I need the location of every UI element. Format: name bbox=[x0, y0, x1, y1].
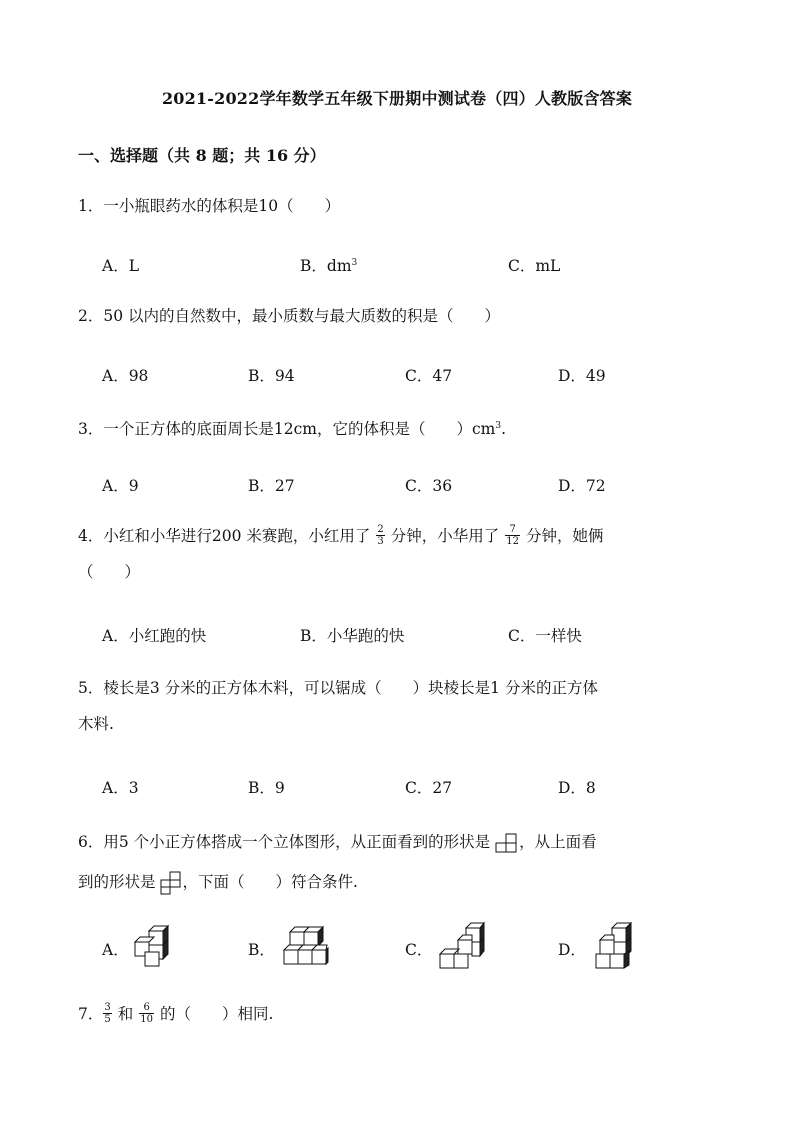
front-view-icon bbox=[495, 833, 519, 853]
question-1 bbox=[78, 188, 718, 224]
fraction-6-10: $\frac{6}{10}$ bbox=[140, 1001, 153, 1025]
q5-option-a: A．3 bbox=[102, 779, 139, 797]
question-3-end: . bbox=[501, 420, 507, 439]
fraction-7-12: $\frac{7}{12}$ bbox=[506, 523, 519, 547]
question-3-text: 3．一个正方体的底面周长是12cm，它的体积是（ ）cm bbox=[78, 420, 496, 439]
q3-option-b: B．27 bbox=[248, 477, 295, 495]
question-5-line2: 木料. bbox=[78, 715, 114, 733]
question-7-mid: 和 bbox=[117, 1005, 134, 1023]
question-7 bbox=[78, 996, 718, 1032]
question-4 bbox=[78, 518, 718, 590]
cube-figure-b-icon bbox=[282, 924, 330, 968]
q4-option-b: B．小华跑的快 bbox=[300, 627, 405, 645]
q1-option-b-sup: 3 bbox=[351, 257, 358, 268]
question-6-text: 6．用5 个小正方体搭成一个立体图形，从正面看到的形状是 bbox=[78, 833, 491, 851]
question-6-end: ，下面（ ）符合条件. bbox=[182, 873, 358, 891]
cube-figure-a-icon bbox=[133, 924, 177, 968]
question-3-sup: 3 bbox=[495, 421, 502, 431]
cube-figure-d-icon bbox=[594, 922, 634, 970]
q3-option-c: C．36 bbox=[405, 477, 453, 495]
q1-option-c: C．mL bbox=[508, 257, 561, 275]
question-5 bbox=[78, 670, 718, 742]
question-4-end: 分钟，她俩 bbox=[526, 527, 604, 545]
q3-option-a: A．9 bbox=[102, 477, 139, 495]
question-7-num: 7． bbox=[78, 1005, 104, 1023]
q2-option-d: D．49 bbox=[558, 367, 606, 385]
q3-option-d: D．72 bbox=[558, 477, 606, 495]
q6-option-a: A． bbox=[102, 941, 129, 959]
question-2-text: 2．50 以内的自然数中，最小质数与最大质数的积是（ ） bbox=[78, 307, 501, 325]
question-7-end: 的（ ）相同. bbox=[160, 1005, 274, 1023]
q6-option-c: C． bbox=[405, 941, 433, 959]
q1-option-a: A．L bbox=[102, 257, 139, 275]
question-4-mid: 分钟，小华用了 bbox=[390, 527, 500, 545]
q1-option-b-text: B．dm bbox=[300, 257, 352, 275]
q6-option-d: D． bbox=[558, 941, 586, 959]
question-1-text: 1．一小瓶眼药水的体积是10（ ） bbox=[78, 197, 341, 215]
q1-option-b bbox=[300, 254, 357, 276]
q5-option-c: C．27 bbox=[405, 779, 453, 797]
question-4-blank: （ ） bbox=[78, 563, 141, 581]
q4-option-a: A．小红跑的快 bbox=[102, 627, 207, 645]
fraction-3-5: $\frac{3}{5}$ bbox=[104, 1001, 111, 1025]
top-view-icon bbox=[160, 871, 182, 895]
q2-option-c: C．47 bbox=[405, 367, 453, 385]
question-2 bbox=[78, 298, 718, 334]
cube-figure-c-icon bbox=[438, 922, 486, 970]
q2-option-a: A．98 bbox=[102, 367, 149, 385]
question-6-text-2: 到的形状是 bbox=[78, 873, 156, 891]
question-3 bbox=[78, 408, 718, 447]
q5-option-d: D．8 bbox=[558, 779, 596, 797]
question-6 bbox=[78, 822, 718, 902]
question-5-line1: 5．棱长是3 分米的正方体木料，可以锯成（ ）块棱长是1 分米的正方体 bbox=[78, 679, 598, 697]
section-heading: 一、选择题（共 8 题；共 16 分） bbox=[78, 146, 326, 165]
question-4-text: 4．小红和小华进行200 米赛跑，小红用了 bbox=[78, 527, 371, 545]
question-6-mid: ，从上面看 bbox=[519, 833, 597, 851]
q2-option-b: B．94 bbox=[248, 367, 295, 385]
q5-option-b: B．9 bbox=[248, 779, 285, 797]
q4-option-c: C．一样快 bbox=[508, 627, 582, 645]
fraction-2-3: $\frac{2}{3}$ bbox=[377, 523, 384, 547]
q6-option-b: B． bbox=[248, 941, 275, 959]
page-title: 2021-2022学年数学五年级下册期中测试卷（四）人教版含答案 bbox=[161, 89, 633, 108]
